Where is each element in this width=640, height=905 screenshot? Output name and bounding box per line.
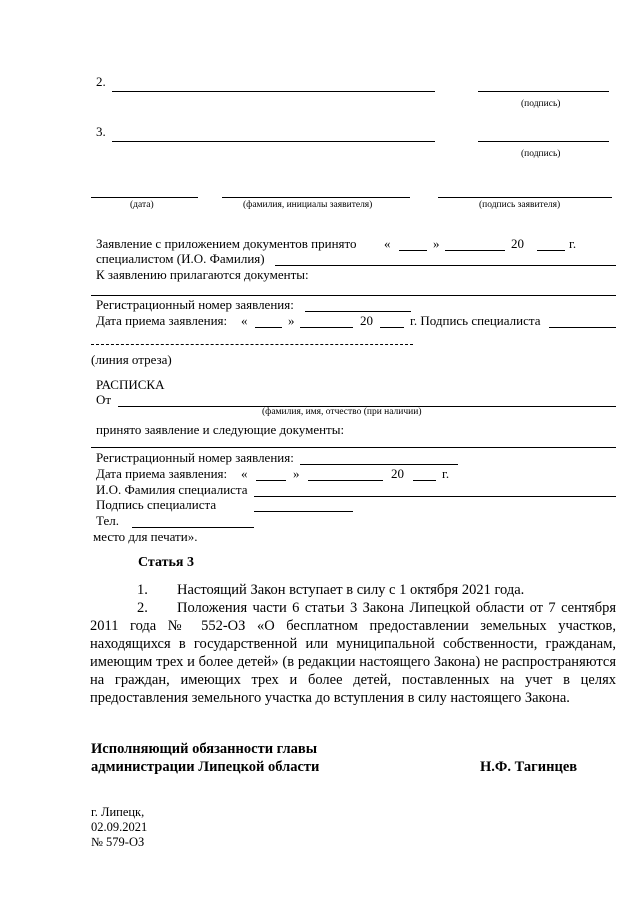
article-paragraph-2	[90, 599, 616, 707]
specialist-name-line[interactable]	[275, 265, 616, 266]
receipt-title: РАСПИСКА	[96, 377, 165, 392]
year-suffix: г.	[569, 236, 577, 251]
cut-line-label: (линия отреза)	[91, 352, 172, 367]
quote-close-2: »	[288, 313, 295, 328]
item-2-signature-caption: (подпись)	[521, 99, 561, 109]
receipt-specialist-signature-label: Подпись специалиста	[96, 497, 217, 512]
receipt-reg-number-line[interactable]	[300, 464, 458, 465]
paragraph-2-number: 2.	[137, 600, 148, 616]
signature-position-line-1: Исполняющий обязанности главы	[91, 741, 318, 757]
applicant-signature-caption: (подпись заявителя)	[479, 200, 561, 210]
footer-city: г. Липецк,	[91, 805, 145, 819]
specialist-name-line-2[interactable]	[254, 496, 616, 497]
fio-caption: (фамилия, имя, отчество (при наличии)	[262, 407, 422, 417]
from-label: От	[96, 392, 112, 407]
receipt-quote-open: «	[241, 466, 248, 481]
receipt-reg-number-label: Регистрационный номер заявления:	[96, 450, 294, 465]
receipt-day-line-2[interactable]	[256, 480, 286, 481]
cut-line	[91, 344, 413, 345]
receipt-date-label-2: Дата приема заявления:	[96, 466, 228, 481]
applicant-name-line[interactable]	[222, 197, 410, 198]
receipt-quote-close: »	[293, 466, 300, 481]
date-caption: (дата)	[130, 200, 154, 210]
item-2-signature-line[interactable]	[478, 91, 609, 92]
specialist-label: специалистом (И.О. Фамилия)	[96, 251, 265, 266]
receipt-date-label: Дата приема заявления:	[96, 313, 228, 328]
receipt-month-line[interactable]	[300, 327, 353, 328]
item-3-line[interactable]	[112, 141, 435, 142]
quote-close: »	[433, 236, 440, 251]
item-3-number: 3.	[96, 124, 106, 139]
receipt-day-line[interactable]	[255, 327, 282, 328]
accepted-day-line[interactable]	[399, 250, 427, 251]
reg-number-line[interactable]	[305, 311, 411, 312]
specialist-signature-line[interactable]	[549, 327, 616, 328]
paragraph-1-number: 1.	[137, 582, 148, 598]
article-title: Статья 3	[138, 555, 194, 570]
specialist-name-label: И.О. Фамилия специалиста	[96, 482, 248, 497]
year-prefix-2: 20	[360, 313, 373, 328]
accepted-year-line[interactable]	[537, 250, 565, 251]
specialist-signature-label: г. Подпись специалиста	[410, 313, 541, 328]
accepted-label: Заявление с приложением документов принято	[96, 236, 357, 251]
item-3-signature-caption: (подпись)	[521, 149, 561, 159]
applicant-signature-line[interactable]	[438, 197, 612, 198]
receipt-month-line-2[interactable]	[308, 480, 383, 481]
stamp-label: место для печати».	[93, 529, 198, 544]
signature-position-line-2: администрации Липецкой области	[91, 759, 320, 775]
receipt-year-suffix: г.	[442, 466, 450, 481]
attached-docs-line[interactable]	[91, 295, 616, 296]
reg-number-label: Регистрационный номер заявления:	[96, 297, 294, 312]
phone-label: Тел.	[96, 513, 119, 528]
quote-open-2: «	[241, 313, 248, 328]
paragraph-1-text: Настоящий Закон вступает в силу с 1 октября 2021 года.	[177, 582, 525, 598]
footer-number: № 579-ОЗ	[91, 835, 145, 849]
attached-docs-label: К заявлению прилагаются документы:	[96, 267, 309, 282]
receipt-specialist-signature-line[interactable]	[254, 511, 353, 512]
receipt-year-line-2[interactable]	[413, 480, 436, 481]
article-paragraph-1	[90, 581, 616, 599]
paragraph-2-text: Положения части 6 статьи 3 Закона Липецкой области от 7 сентября 2011 года № 552-ОЗ «О бесплатном предоставлении земельных участков, находящихся в государственной или муниципальной собственности, гражданам, имеющим трех и более детей» (в редакции настоящего Закона) не распространяются на граждан, имеющих трех и более детей, поставленных на учет в целях предоставления земельного участка до вступления в силу настоящего Закона.	[90, 600, 616, 706]
date-line[interactable]	[91, 197, 198, 198]
footer-date: 02.09.2021	[91, 820, 148, 834]
item-3-signature-line[interactable]	[478, 141, 609, 142]
item-2-line[interactable]	[112, 91, 435, 92]
year-prefix: 20	[511, 236, 524, 251]
applicant-name-caption: (фамилия, инициалы заявителя)	[243, 200, 373, 210]
signature-name: Н.Ф. Тагинцев	[480, 759, 578, 775]
item-2-number: 2.	[96, 74, 106, 89]
accepted-month-line[interactable]	[445, 250, 505, 251]
accepted-docs-line[interactable]	[91, 447, 616, 448]
receipt-year-prefix: 20	[391, 466, 404, 481]
phone-line[interactable]	[132, 527, 254, 528]
receipt-year-line[interactable]	[380, 327, 404, 328]
accepted-docs-label: принято заявление и следующие документы:	[96, 422, 345, 437]
quote-open: «	[384, 236, 391, 251]
